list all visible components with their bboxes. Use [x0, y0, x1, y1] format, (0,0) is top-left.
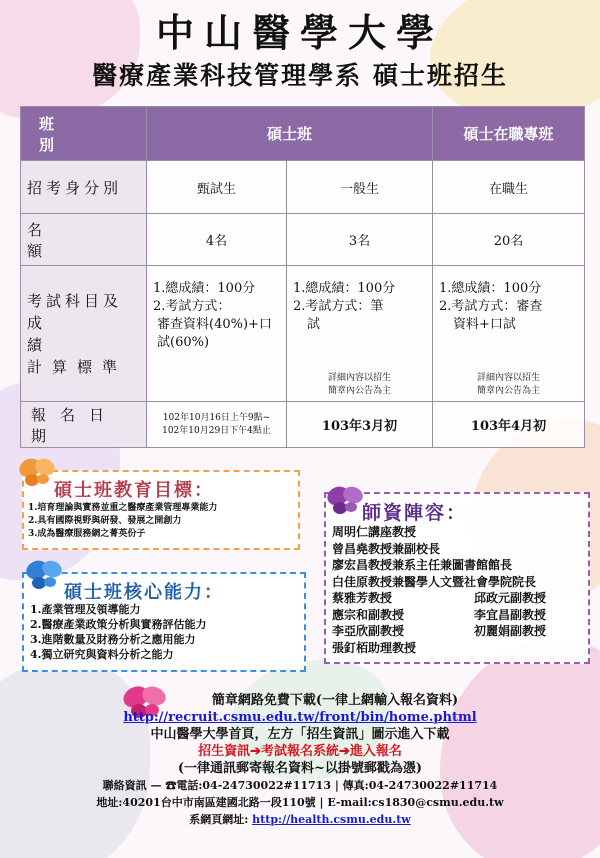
faculty-member: 張釘栢助理教授 [332, 640, 417, 655]
faculty-member: 初麗娟副教授 [474, 624, 547, 638]
cell-subjects-2 [287, 266, 433, 402]
table-row-subjects [21, 266, 585, 402]
recruit-link[interactable]: http://recruit.csmu.edu.tw/front/bin/home.phtml [123, 710, 477, 725]
header-inservice: 碩士在職專班 [433, 107, 585, 161]
goals-item-3: 3.成為醫療服務網之菁英份子 [28, 529, 146, 539]
faculty-box [324, 492, 590, 664]
subjects-3-note-line1: 詳細內容以招生 [477, 373, 541, 383]
faculty-list [332, 524, 584, 656]
faculty-member: 應宗和副教授 [332, 607, 405, 622]
subjects-2-line3: 試 [307, 317, 321, 332]
cell-quota-1: 4名 [147, 214, 287, 266]
path-line: 招生資訊➔考試報名系統➔進入報名 [198, 744, 402, 759]
subjects-2-line1: 1.總成績：100分 [293, 281, 396, 296]
footer-info [0, 692, 600, 828]
faculty-member: 周明仁講座教授 [332, 525, 417, 539]
label-subjects [21, 266, 147, 402]
blue-butterfly-icon [24, 558, 66, 592]
dates-1-line2: 102年10月29日下午4點止 [162, 425, 271, 436]
email-text: E-mail:cs1830@csmu.edu.tw [327, 796, 504, 809]
contact-label: 聯絡資訊 — [102, 779, 162, 792]
subjects-3-line1: 1.總成績：100分 [439, 281, 542, 296]
cell-subjects-3 [433, 266, 585, 402]
competence-item-2: 2.醫療產業政策分析與實務評估能力 [30, 618, 207, 631]
table-row-identity [21, 161, 585, 214]
subjects-3-line2: 2.考試方式：審查 [439, 299, 543, 314]
competence-item-3: 3.進階數量及財務分析之應用能力 [30, 633, 196, 646]
fax-text: 傳真:04-24730022#11714 [342, 779, 498, 792]
admission-table [20, 106, 585, 448]
faculty-member: 李宜昌副教授 [474, 607, 547, 622]
label-identity: 招考身分別 [21, 161, 147, 214]
cell-subjects-1 [147, 266, 287, 402]
subjects-2-line2: 2.考試方式：筆 [293, 299, 384, 314]
goals-title: 碩士班教育目標： [54, 480, 214, 501]
orange-butterfly-icon [18, 456, 58, 488]
subjects-3-line3: 資料+口試 [453, 317, 516, 332]
faculty-pair-row [332, 590, 584, 607]
address-text: 地址:40201台中市南區建國北路一段110號 [96, 796, 316, 809]
label-subjects-line2: 成績 [27, 313, 103, 354]
contact-line: 聯絡資訊 — ☎電話:04-24730022#11713 | 傳真:04-24730022#11714 [102, 779, 498, 792]
cell-dates-1 [147, 402, 287, 448]
page-title: 中山醫學大學 [155, 10, 444, 55]
table-row-quota [21, 214, 585, 266]
label-subjects-line1: 考試科目及 [27, 291, 123, 310]
cell-quota-3: 20名 [433, 214, 585, 266]
faculty-member: 曾昌堯教授兼副校長 [332, 541, 441, 556]
goals-box [22, 470, 300, 550]
header-class [21, 107, 147, 161]
subjects-2-note-line1: 詳細內容以招生 [328, 373, 392, 383]
goals-list [28, 502, 217, 541]
website-line [0, 811, 600, 828]
goals-item-1: 1.培育理論與實務並重之醫療產業管理專業能力 [28, 503, 218, 513]
faculty-pair-row [332, 623, 584, 640]
competence-list [30, 602, 206, 662]
home-line: 中山醫學大學首頁，左方「招生資訊」圖示進入下載 [150, 727, 450, 742]
goals-item-2: 2.具有國際視野與研發、發展之開創力 [28, 516, 182, 526]
subjects-2-note [293, 372, 426, 398]
header-master: 碩士班 [147, 107, 433, 161]
competence-item-4: 4.獨立研究與資料分析之能力 [30, 648, 174, 661]
faculty-pair-row [332, 607, 584, 624]
address-line: 地址:40201台中市南區建國北路一段110號 | E-mail:cs1830@csmu.edu.tw [96, 796, 504, 809]
purple-butterfly-icon [326, 484, 366, 516]
table-header-row [21, 107, 585, 161]
page-subtitle: 醫療產業科技管理學系 碩士班招生 [92, 61, 508, 90]
subjects-1-line4: 試(60%) [157, 335, 210, 350]
competence-title: 碩士班核心能力： [64, 582, 224, 603]
label-quota: 名額 [21, 214, 147, 266]
url-line [0, 709, 600, 726]
subjects-3-note-line2: 簡章內公告為主 [477, 386, 541, 396]
cell-identity-3: 在職生 [433, 161, 585, 214]
website-label: 系網頁網址: [189, 813, 249, 826]
cell-identity-2: 一般生 [287, 161, 433, 214]
phone-text: ☎電話:04-24730022#11713 [165, 779, 331, 792]
faculty-member: 白佳原教授兼醫學人文暨社會學院院長 [332, 574, 537, 589]
faculty-member: 廖宏昌教授兼系主任兼圖書館館長 [332, 558, 513, 572]
faculty-title: 師資陣容： [362, 502, 468, 524]
subjects-1-line2: 2.考試方式： [153, 299, 231, 314]
website-link[interactable]: http://health.csmu.edu.tw [252, 813, 411, 826]
download-line: 簡章網路免費下載(一律上網輸入報名資料) [211, 693, 459, 708]
competence-item-1: 1.產業管理及領導能力 [30, 603, 141, 616]
subjects-1-line1: 1.總成績：100分 [153, 281, 256, 296]
faculty-member: 李亞欣副教授 [332, 624, 405, 638]
cell-identity-1: 甄試生 [147, 161, 287, 214]
table-row-dates [21, 402, 585, 448]
mail-note: (一律通訊郵寄報名資料~以掛號郵戳為憑) [177, 761, 423, 776]
label-subjects-line3: 計算標準 [27, 357, 128, 376]
cell-dates-3: 103年4月初 [433, 402, 585, 448]
cell-dates-2: 103年3月初 [287, 402, 433, 448]
cell-quota-2: 3名 [287, 214, 433, 266]
subjects-1-line3: 審查資料(40%)+口 [157, 317, 272, 332]
subjects-2-note-line2: 簡章內公告為主 [328, 386, 392, 396]
subjects-3-note [439, 372, 578, 398]
header-class-label: 班別 [39, 114, 101, 154]
faculty-member: 邱政元副教授 [474, 591, 547, 605]
faculty-member: 蔡雅芳教授 [332, 591, 393, 605]
label-dates: 報名日期 [21, 402, 147, 448]
dates-1-line1: 102年10月16日上午9點~ [162, 412, 271, 423]
